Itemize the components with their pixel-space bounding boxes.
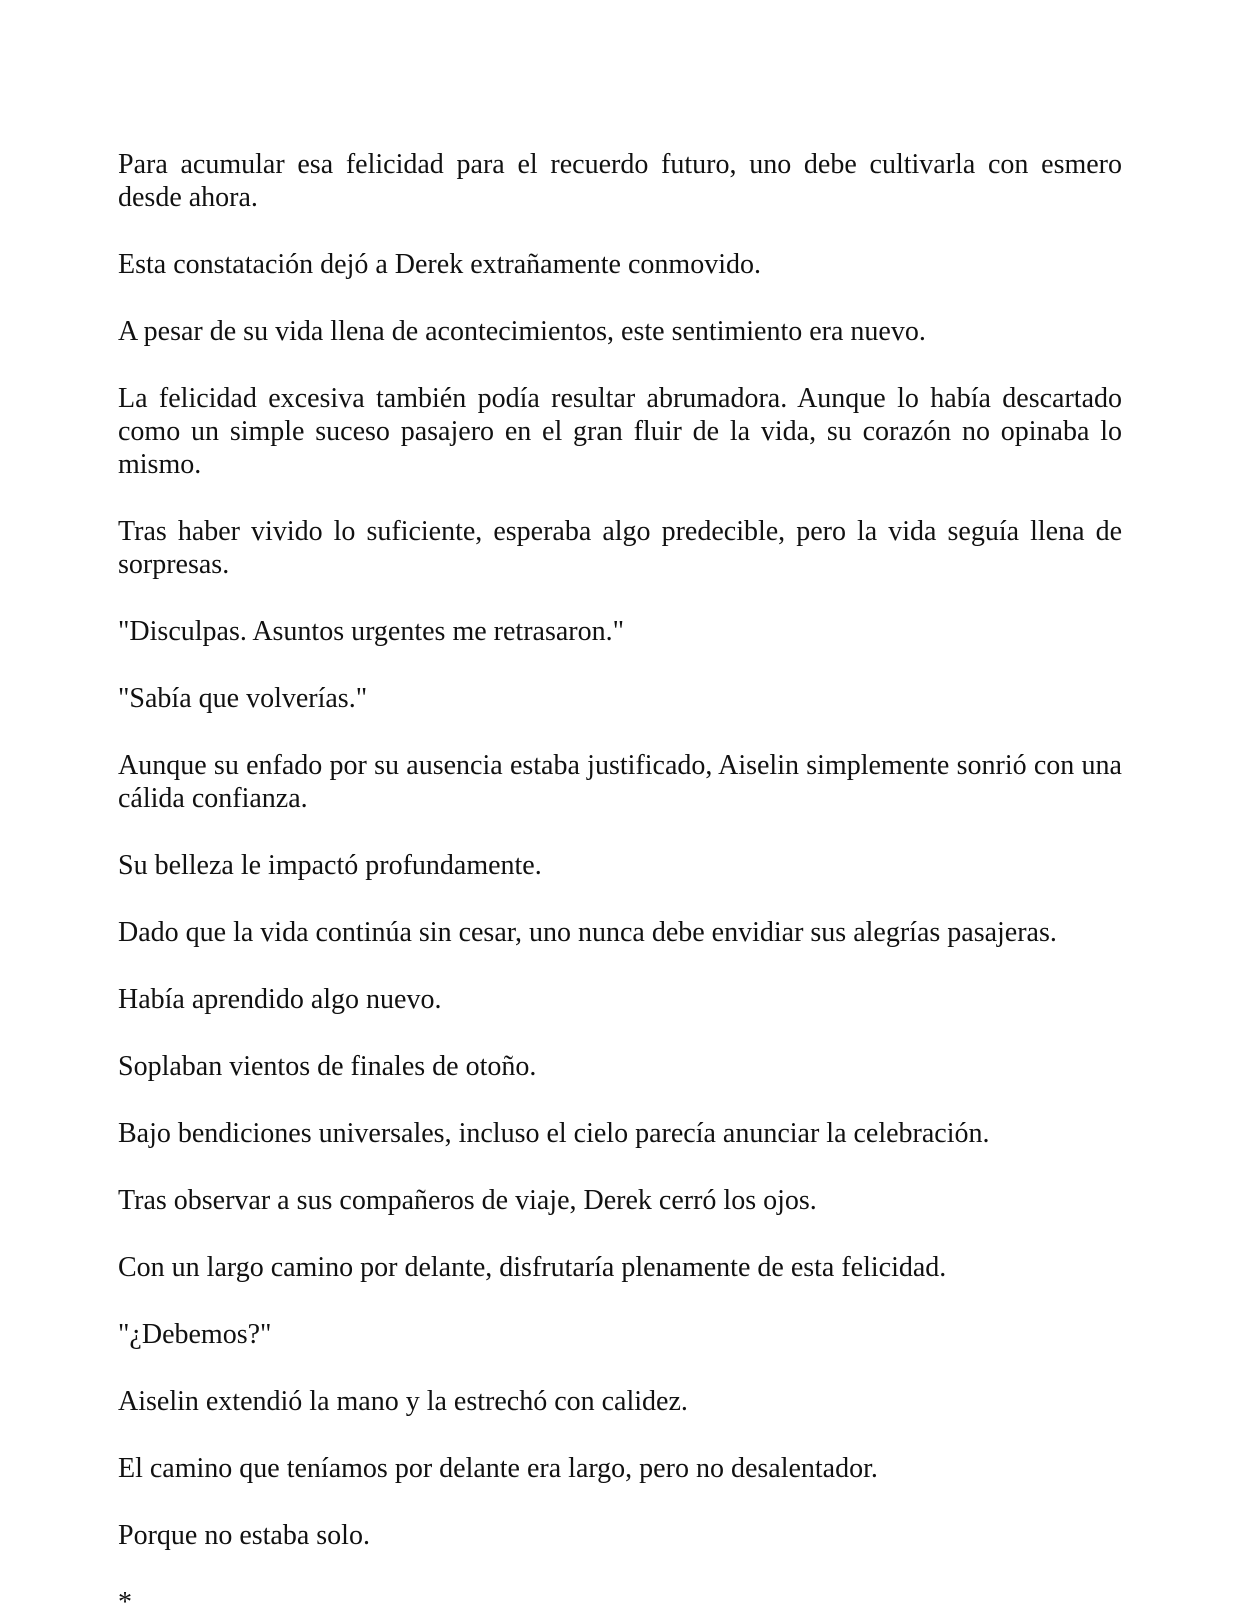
- paragraph: Dado que la vida continúa sin cesar, uno nunca debe envidiar sus alegrías pasajeras.: [118, 917, 1057, 948]
- scene-break-asterisk: *: [118, 1587, 132, 1618]
- paragraph: Su belleza le impactó profundamente.: [118, 850, 542, 881]
- paragraph: "¿Debemos?": [118, 1319, 272, 1350]
- paragraph: Porque no estaba solo.: [118, 1520, 370, 1551]
- paragraph: Soplaban vientos de finales de otoño.: [118, 1051, 537, 1082]
- paragraph: Aiselin extendió la mano y la estrechó con calidez.: [118, 1386, 688, 1417]
- paragraph: Esta constatación dejó a Derek extrañamente conmovido.: [118, 249, 761, 280]
- paragraph: Tras observar a sus compañeros de viaje, Derek cerró los ojos.: [118, 1185, 817, 1216]
- paragraph: La felicidad excesiva también podía resultar abrumadora. Aunque lo había descartado como un simple suceso pasajero en el gran fluir de la vida, su corazón no opinaba lo mismo.: [118, 383, 1122, 480]
- body-text: [118, 148, 1122, 1619]
- paragraph: Con un largo camino por delante, disfrutaría plenamente de esta felicidad.: [118, 1252, 947, 1283]
- paragraph: El camino que teníamos por delante era largo, pero no desalentador.: [118, 1453, 878, 1484]
- paragraph: Bajo bendiciones universales, incluso el cielo parecía anunciar la celebración.: [118, 1118, 990, 1149]
- paragraph: A pesar de su vida llena de acontecimientos, este sentimiento era nuevo.: [118, 316, 926, 347]
- paragraph: "Sabía que volverías.": [118, 683, 368, 714]
- paragraph: Había aprendido algo nuevo.: [118, 984, 442, 1015]
- paragraph: "Disculpas. Asuntos urgentes me retrasaron.": [118, 616, 625, 647]
- paragraph: Para acumular esa felicidad para el recuerdo futuro, uno debe cultivarla con esmero desde ahora.: [118, 149, 1122, 213]
- paragraph: Aunque su enfado por su ausencia estaba justificado, Aiselin simplemente sonrió con una cálida confianza.: [118, 750, 1122, 814]
- paragraph: Tras haber vivido lo suficiente, esperaba algo predecible, pero la vida seguía llena de sorpresas.: [118, 516, 1122, 580]
